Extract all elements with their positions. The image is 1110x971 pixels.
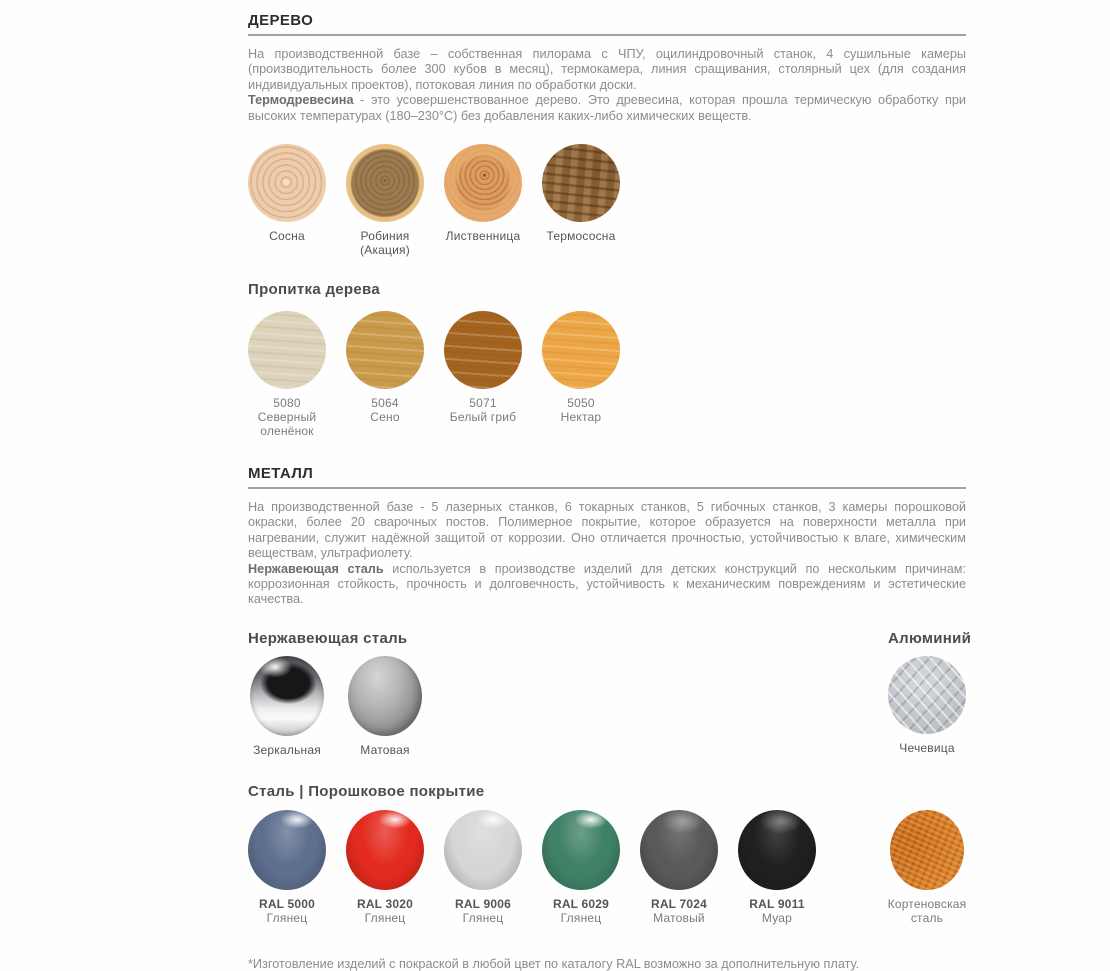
section-title-metal: МЕТАЛЛ — [248, 465, 314, 483]
section-divider — [248, 487, 966, 489]
swatch-label: 5050 Нектар — [560, 396, 602, 425]
catalog-page — [248, 12, 972, 971]
impregnation-heading: Пропитка дерева — [248, 281, 380, 299]
metal-intro-paragraph: На производственной базе - 5 лазерных станков, 6 токарных станков, 5 гибочных станков, 3 камеры порошковой окраски, более 20 сварочных постов. Полимерное покрытие, которое образуется на поверхности металла при нагревании, служит надёжной защитой от коррозии. Оно отличается прочностью, устойчивостью к влаге, химическим веществам, ультрафиолету. — [248, 500, 966, 561]
powder-swatch-ral6029 — [542, 810, 620, 925]
swatch-label: Матовая — [360, 742, 410, 757]
swatch-label: 5080 Северный оленёнок — [257, 396, 317, 439]
pine-slice-image — [248, 144, 326, 222]
wood-swatch-robinia — [346, 144, 424, 257]
swatch-label: Робиния (Акация) — [360, 229, 410, 258]
swatch-label: Чечевица — [899, 740, 955, 755]
stainless-aluminum-headings — [248, 629, 972, 647]
powder-swatch-ral7024 — [640, 810, 718, 925]
stainless-heading: Нержавеющая сталь — [248, 629, 408, 647]
swatch-label: RAL 7024 Матовый — [650, 896, 708, 925]
ral-color-ball-image — [640, 810, 718, 890]
swatch-label: RAL 5000 Глянец — [258, 896, 316, 925]
wood-species-row — [248, 144, 966, 257]
wood-swatch-larch — [444, 144, 522, 243]
thermowood-term: Термодревесина — [248, 93, 354, 108]
impregnation-color-image — [542, 311, 620, 389]
swatch-label: RAL 9006 Глянец — [454, 896, 512, 925]
impregnation-color-image — [248, 311, 326, 389]
stainless-row — [248, 656, 966, 757]
impregnation-swatch-5050 — [542, 311, 620, 424]
stainless-term: Нержавеющая сталь — [248, 561, 384, 576]
powder-swatch-ral3020 — [346, 810, 424, 925]
powder-swatch-ral9011 — [738, 810, 816, 925]
stainless-paragraph: Нержавеющая сталь используется в производстве изделий для детских конструкций по нескольким причинам: коррозионная стойкость, прочность и долговечность, устойчивость к механическим повреждениям и эстетические качества. — [248, 561, 966, 607]
larch-slice-image — [444, 144, 522, 222]
stainless-swatch-mirror — [248, 656, 326, 757]
impregnation-swatch-5064 — [346, 311, 424, 424]
impregnation-swatch-5080 — [248, 311, 326, 438]
powder-coating-row — [248, 810, 966, 925]
swatch-label: Зеркальная — [253, 742, 321, 757]
powder-swatch-ral9006 — [444, 810, 522, 925]
swatch-label: Сосна — [269, 229, 305, 244]
swatch-label: RAL 9011 Муар — [749, 896, 805, 925]
impregnation-color-image — [444, 311, 522, 389]
ral-color-ball-image — [738, 810, 816, 890]
swatch-label: Термососна — [546, 229, 616, 244]
impregnation-swatch-5071 — [444, 311, 522, 424]
wood-swatch-pine — [248, 144, 326, 243]
ral-color-ball-image — [248, 810, 326, 890]
powder-swatch-ral5000 — [248, 810, 326, 925]
corten-steel-image — [890, 810, 964, 890]
wood-swatch-thermopine — [542, 144, 620, 243]
section-title-wood: ДЕРЕВО — [248, 12, 314, 29]
powder-coating-heading: Сталь | Порошковое покрытие — [248, 782, 485, 800]
ral-color-ball-image — [542, 810, 620, 890]
ral-footnote: *Изготовление изделий с покраской в любой цвет по каталогу RAL возможно за дополнительную плату. — [248, 956, 860, 971]
ral-color-ball-image — [346, 810, 424, 890]
thermopine-image — [542, 144, 620, 222]
swatch-label: RAL 6029 Глянец — [552, 896, 610, 925]
swatch-label: RAL 3020 Глянец — [356, 896, 414, 925]
stainless-swatch-matte — [346, 656, 424, 757]
metal-section — [248, 465, 972, 925]
section-divider — [248, 34, 966, 36]
swatch-label: Кортеновская сталь — [887, 896, 967, 925]
swatch-label: 5064 Сено — [370, 396, 400, 425]
swatch-label: 5071 Белый гриб — [449, 396, 517, 425]
robinia-slice-image — [346, 144, 424, 222]
thermowood-paragraph: Термодревесина - это усовершенствованное дерево. Это древесина, которая прошла термическую обработку при высоких температурах (180–230°С) без добавления каких-либо химических веществ. — [248, 93, 966, 123]
impregnation-color-image — [346, 311, 424, 389]
ral-color-ball-image — [444, 810, 522, 890]
wood-intro-paragraph: На производственной базе – собственная пилорама с ЧПУ, оцилиндровочный станок, 4 сушильные камеры (производительность более 300 кубов в месяц), термокамера, линия сращивания, столярный цех (для создания индивидуальных проектов), потоковая линия по обработки доски. — [248, 47, 966, 92]
powder-swatch-corten — [888, 810, 966, 925]
mirror-steel-sphere-image — [250, 656, 324, 736]
aluminum-heading: Алюминий — [888, 629, 972, 647]
aluminum-swatch-lentil — [888, 656, 966, 755]
swatch-label: Лиственница — [445, 229, 521, 244]
matte-steel-sphere-image — [348, 656, 422, 736]
checker-plate-image — [888, 656, 966, 734]
impregnation-row — [248, 311, 966, 438]
